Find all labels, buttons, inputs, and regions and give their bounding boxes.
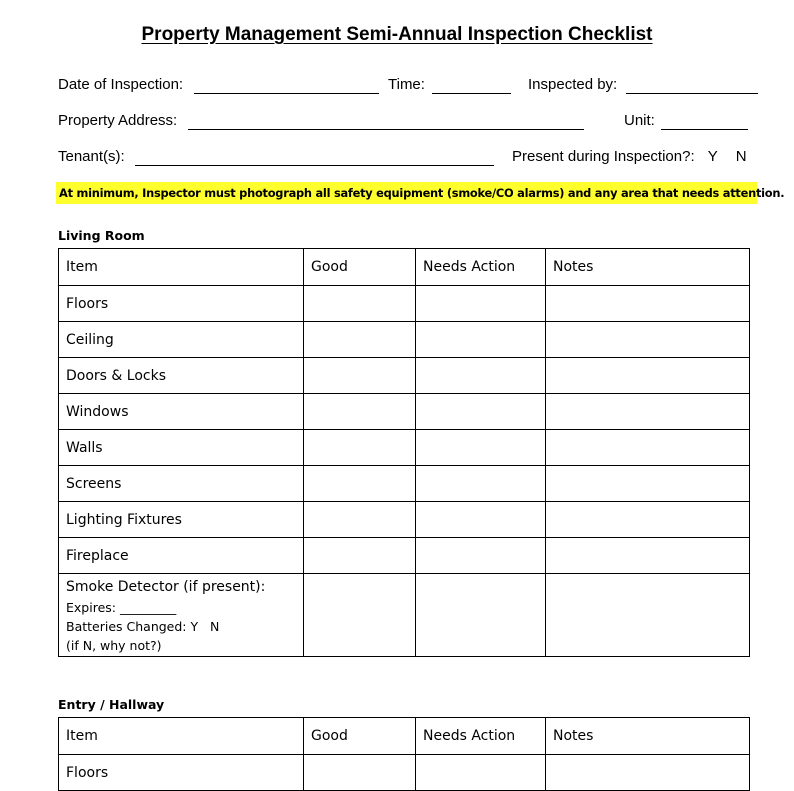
column-header-notes: Notes (546, 249, 750, 286)
page-title: Property Management Semi-Annual Inspection Checklist (141, 24, 653, 45)
item-cell: Floors (59, 286, 304, 322)
notes-cell[interactable] (546, 430, 750, 466)
column-header-item: Item (59, 718, 304, 755)
present-no-option[interactable]: N (735, 148, 747, 165)
needs-action-cell[interactable] (416, 574, 546, 657)
inspected-by-field[interactable] (626, 93, 758, 94)
date-of-inspection-field[interactable] (194, 93, 379, 94)
needs-action-cell[interactable] (416, 358, 546, 394)
item-cell: Walls (59, 430, 304, 466)
date-of-inspection-label: Date of Inspection: (58, 76, 184, 93)
smoke-detector-batteries: Batteries Changed: Y N (66, 618, 220, 634)
table-row (59, 502, 750, 538)
unit-field[interactable] (661, 129, 748, 130)
column-header-good: Good (304, 718, 416, 755)
good-cell[interactable] (304, 286, 416, 322)
time-field[interactable] (432, 93, 511, 94)
needs-action-cell[interactable] (416, 286, 546, 322)
time-label: Time: (388, 76, 425, 93)
item-cell: Floors (59, 755, 304, 791)
notes-cell[interactable] (546, 502, 750, 538)
unit-label: Unit: (624, 112, 655, 129)
section-title-entry-hallway: Entry / Hallway (58, 697, 165, 712)
good-cell[interactable] (304, 755, 416, 791)
good-cell[interactable] (304, 322, 416, 358)
property-address-field[interactable] (188, 129, 584, 130)
column-header-needs-action: Needs Action (416, 249, 546, 286)
notes-cell[interactable] (546, 466, 750, 502)
present-yes-option[interactable]: Y (707, 148, 718, 165)
table-header-row (59, 249, 750, 286)
table-row-smoke-detector (59, 574, 750, 657)
smoke-detector-label: Smoke Detector (if present): (66, 578, 266, 595)
column-header-needs-action: Needs Action (416, 718, 546, 755)
notes-cell[interactable] (546, 394, 750, 430)
needs-action-cell[interactable] (416, 538, 546, 574)
good-cell[interactable] (304, 394, 416, 430)
living-room-table (58, 248, 750, 657)
item-cell: Windows (59, 394, 304, 430)
good-cell[interactable] (304, 538, 416, 574)
smoke-detector-cell (59, 574, 304, 657)
column-header-item: Item (59, 249, 304, 286)
inspected-by-label: Inspected by: (528, 76, 618, 93)
needs-action-cell[interactable] (416, 755, 546, 791)
table-row (59, 755, 750, 791)
item-cell: Doors & Locks (59, 358, 304, 394)
notes-cell[interactable] (546, 358, 750, 394)
good-cell[interactable] (304, 466, 416, 502)
present-question: Present during Inspection?: (512, 148, 695, 165)
needs-action-cell[interactable] (416, 466, 546, 502)
good-cell[interactable] (304, 502, 416, 538)
needs-action-cell[interactable] (416, 394, 546, 430)
table-row (59, 466, 750, 502)
needs-action-cell[interactable] (416, 322, 546, 358)
notes-cell[interactable] (546, 755, 750, 791)
entry-hallway-table (58, 717, 750, 791)
table-row (59, 322, 750, 358)
tenants-field[interactable] (135, 165, 494, 166)
table-row (59, 358, 750, 394)
needs-action-cell[interactable] (416, 502, 546, 538)
item-cell: Fireplace (59, 538, 304, 574)
table-row (59, 430, 750, 466)
photo-requirement-notice: At minimum, Inspector must photograph all safety equipment (smoke/CO alarms) and any area that needs attention. (56, 182, 757, 204)
item-cell: Lighting Fixtures (59, 502, 304, 538)
table-header-row (59, 718, 750, 755)
column-header-good: Good (304, 249, 416, 286)
tenants-label: Tenant(s): (58, 148, 125, 165)
item-cell: Screens (59, 466, 304, 502)
column-header-notes: Notes (546, 718, 750, 755)
present-during-inspection-label (512, 148, 747, 165)
good-cell[interactable] (304, 430, 416, 466)
property-address-label: Property Address: (58, 112, 178, 129)
table-row (59, 286, 750, 322)
notes-cell[interactable] (546, 286, 750, 322)
good-cell[interactable] (304, 358, 416, 394)
table-row (59, 394, 750, 430)
smoke-detector-why-not: (if N, why not?) (66, 637, 162, 653)
section-title-living-room: Living Room (58, 228, 145, 243)
needs-action-cell[interactable] (416, 430, 546, 466)
good-cell[interactable] (304, 574, 416, 657)
notes-cell[interactable] (546, 574, 750, 657)
smoke-detector-expires: Expires: _________ (66, 599, 177, 615)
item-cell: Ceiling (59, 322, 304, 358)
notes-cell[interactable] (546, 322, 750, 358)
notes-cell[interactable] (546, 538, 750, 574)
table-row (59, 538, 750, 574)
